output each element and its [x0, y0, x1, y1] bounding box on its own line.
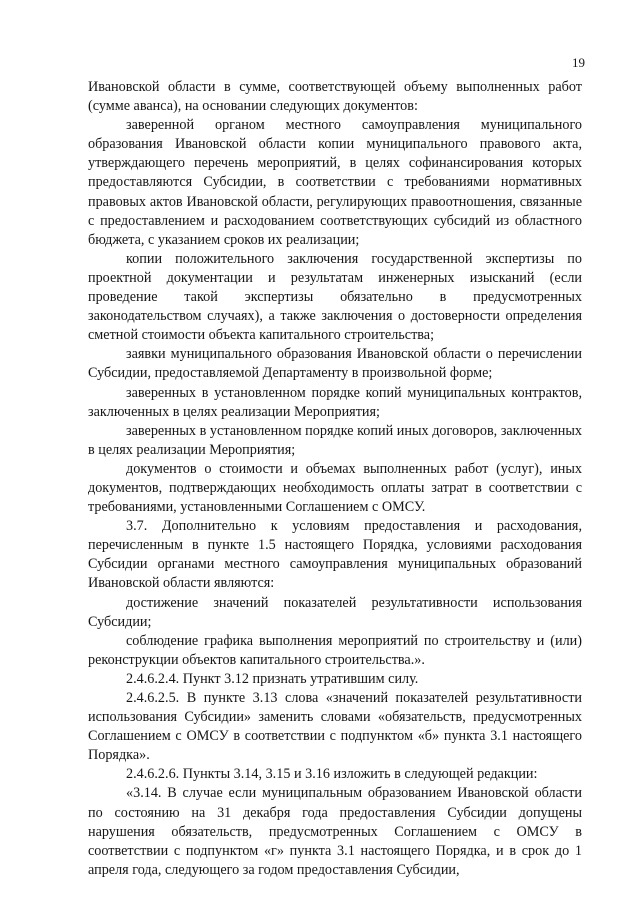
paragraph: заверенной органом местного самоуправления муниципального образования Ивановской области копии муниципального правового акта, утверждающего перечень мероприятий, в целях софинансирования которых предоставляются Субсидии, в соответствии с требованиями нормативных правовых актов Ивановской области, регулирующих правоотношения, связанные с предоставлением и расходованием соответствующих субсидий из областного бюджета, с указанием сроков их реализации; [88, 117, 582, 248]
paragraph: 2.4.6.2.6. Пункты 3.14, 3.15 и 3.16 изложить в следующей редакции: [126, 766, 538, 783]
paragraph: 2.4.6.2.5. В пункте 3.13 слова «значений показателей результативности использования Субсидии» заменить словами «обязательств, предусмотренных Соглашением с ОМСУ в соответствии с подпунктом «б» пункта 3.1 настоящего Порядка». [88, 690, 582, 764]
paragraph: Ивановской области в сумме, соответствующей объему выполненных работ (сумме аванса), на основании следующих документов: [88, 79, 582, 115]
body-text [88, 78, 582, 880]
page-number: 19 [572, 55, 585, 70]
paragraph: достижение значений показателей результативности использования Субсидии; [88, 594, 582, 630]
paragraph: 2.4.6.2.4. Пункт 3.12 признать утратившим силу. [126, 670, 419, 687]
paragraph: 3.7. Дополнительно к условиям предоставления и расходования, перечисленным в пункте 1.5 настоящего Порядка, условиями расходования Субсидии органами местного самоуправления муниципальных образований Ивановской области являются: [88, 518, 582, 592]
paragraph: заявки муниципального образования Ивановской области о перечислении Субсидии, предоставляемой Департаменту в произвольной форме; [88, 346, 582, 382]
paragraph: «3.14. В случае если муниципальным образованием Ивановской области по состоянию на 31 декабря года предоставления Субсидии допущены нарушения обязательств, предусмотренных Соглашением с ОМСУ в соответствии с подпунктом «г» пункта 3.1 настоящего Порядка, и в срок до 1 апреля года, следующего за годом предоставления Субсидии, [88, 785, 582, 878]
paragraph: копии положительного заключения государственной экспертизы по проектной документации и результатам инженерных изысканий (если проведение такой экспертизы обязательно в предусмотренных законодательством случаях), а также заключения о достоверности определения сметной стоимости объекта капитального строительства; [88, 250, 582, 344]
paragraph: заверенных в установленном порядке копий иных договоров, заключенных в целях реализации Мероприятия; [88, 422, 582, 458]
paragraph: документов о стоимости и объемах выполненных работ (услуг), иных документов, подтверждающих необходимость оплаты затрат в соответствии с требованиями, установленными Соглашением с ОМСУ. [88, 460, 582, 516]
paragraph: заверенных в установленном порядке копий муниципальных контрактов, заключенных в целях реализации Мероприятия; [88, 384, 582, 420]
paragraph: соблюдение графика выполнения мероприятий по строительству и (или) реконструкции объектов капитального строительства.». [88, 632, 582, 668]
